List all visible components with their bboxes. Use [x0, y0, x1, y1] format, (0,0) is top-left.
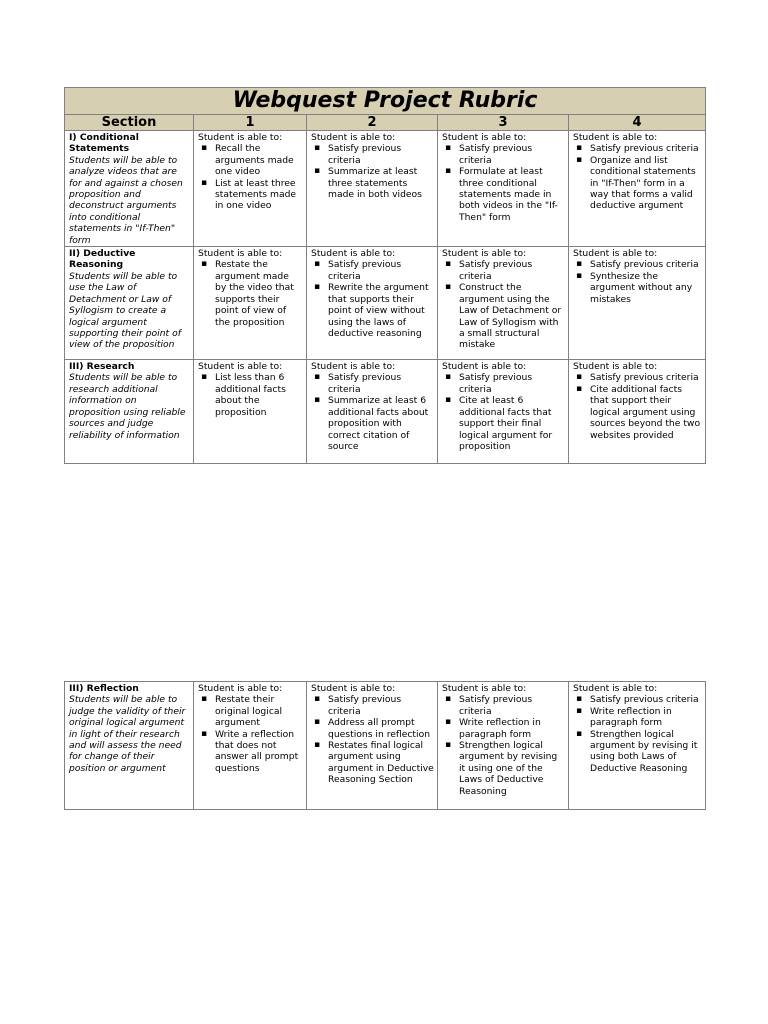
- header-row: [65, 115, 706, 131]
- criteria-item: ▪ Satisfy previous criteria: [590, 143, 702, 154]
- criteria-lead: Student is able to:: [442, 683, 527, 694]
- criteria-item: ▪ Synthesize the argument without any mistakes: [590, 271, 702, 305]
- criteria-cell-score-1: [194, 360, 307, 464]
- criteria-list: [311, 694, 434, 785]
- criteria-list: [573, 143, 702, 211]
- section-description: Students will be able to research additional information on proposition using reliable sources and judge reliability of information: [69, 372, 186, 441]
- criteria-list: [442, 259, 565, 350]
- criteria-list: [198, 694, 303, 774]
- section-cell: [65, 360, 194, 464]
- criteria-item: ▪ Satisfy previous criteria: [459, 259, 565, 282]
- criteria-item: ▪ Summarize at least 6 additional facts about proposition with correct citation of source: [328, 395, 434, 452]
- table-row: [65, 360, 706, 464]
- criteria-cell-score-1: [194, 131, 307, 247]
- criteria-lead: Student is able to:: [573, 361, 658, 373]
- section-cell: [65, 131, 194, 247]
- criteria-cell-score-4: [569, 360, 706, 464]
- criteria-item: ▪ Restate the argument made by the video that supports their point of view of the proposition: [215, 259, 303, 327]
- criteria-cell-score-3: [438, 360, 569, 464]
- header-score-1: 1: [194, 115, 307, 131]
- criteria-item: ▪ Write reflection in paragraph form: [459, 717, 565, 740]
- rubric-title: Webquest Project Rubric: [232, 88, 538, 113]
- criteria-item: ▪ Satisfy previous criteria: [459, 372, 565, 395]
- criteria-list: [198, 143, 303, 211]
- criteria-lead: Student is able to:: [198, 683, 283, 694]
- criteria-lead: Student is able to:: [573, 248, 658, 260]
- criteria-item: ▪ Restate their original logical argument: [215, 694, 303, 728]
- criteria-lead: Student is able to:: [442, 361, 527, 373]
- criteria-item: ▪ Recall the arguments made one video: [215, 143, 303, 177]
- criteria-cell-score-4: [569, 247, 706, 360]
- header-score-4: 4: [569, 115, 706, 131]
- criteria-cell-score-1: [194, 247, 307, 360]
- criteria-lead: Student is able to:: [442, 248, 527, 260]
- header-score-2: 2: [307, 115, 438, 131]
- criteria-item: ▪ Strengthen logical argument by revising it using both Laws of Deductive Reasoning: [590, 729, 702, 775]
- criteria-item: ▪ Address all prompt questions in reflection: [328, 717, 434, 740]
- criteria-list: [573, 372, 702, 440]
- criteria-list: [198, 259, 303, 327]
- criteria-item: ▪ Formulate at least three conditional statements made in both videos in the "If-Then" form: [459, 166, 565, 223]
- title-cell: [65, 88, 706, 115]
- rubric-table: [64, 87, 706, 464]
- criteria-lead: Student is able to:: [198, 248, 283, 260]
- criteria-list: [573, 694, 702, 774]
- criteria-list: [198, 372, 303, 418]
- criteria-lead: Student is able to:: [198, 132, 283, 143]
- criteria-item: ▪ Satisfy previous criteria: [328, 694, 434, 717]
- criteria-item: ▪ List less than 6 additional facts about the proposition: [215, 372, 303, 418]
- criteria-lead: Student is able to:: [573, 132, 658, 143]
- criteria-item: ▪ Satisfy previous criteria: [459, 143, 565, 166]
- criteria-lead: Student is able to:: [311, 683, 396, 694]
- criteria-item: ▪ Satisfy previous criteria: [590, 372, 702, 383]
- section-description: Students will be able to judge the validity of their original logical argument in light of their research and will assess the need for change of their position or argument: [69, 694, 186, 774]
- criteria-item: ▪ Satisfy previous criteria: [459, 694, 565, 717]
- criteria-cell-score-3: [438, 131, 569, 247]
- table-row: [65, 247, 706, 360]
- criteria-list: [311, 372, 434, 452]
- section-description: Students will be able to analyze videos that are for and against a chosen proposition and deconstruct arguments into conditional statements in "If-Then" form: [69, 154, 183, 246]
- criteria-item: ▪ Restates final logical argument using argument in Deductive Reasoning Section: [328, 740, 434, 786]
- criteria-item: ▪ Satisfy previous criteria: [590, 259, 702, 270]
- criteria-item: ▪ Cite additional facts that support their logical argument using sources beyond the two websites provided: [590, 384, 702, 441]
- criteria-cell-score-2: [307, 360, 438, 464]
- criteria-lead: Student is able to:: [573, 683, 658, 694]
- criteria-item: ▪ Construct the argument using the Law of Detachment or Law of Syllogism with a small structural mistake: [459, 282, 565, 350]
- criteria-cell-score-4: [569, 131, 706, 247]
- criteria-lead: Student is able to:: [311, 248, 396, 260]
- criteria-item: ▪ Satisfy previous criteria: [328, 143, 434, 166]
- criteria-list: [311, 143, 434, 200]
- criteria-item: ▪ Organize and list conditional statements in "If-Then" form in a way that forms a valid deductive argument: [590, 155, 702, 212]
- section-title: I) Conditional Statements: [69, 132, 139, 155]
- criteria-item: ▪ Strengthen logical argument by revising it using one of the Laws of Deductive Reasoning: [459, 740, 565, 797]
- header-section: Section: [65, 115, 194, 131]
- section-description: Students will be able to use the Law of Detachment or Law of Syllogism to create a logical argument supporting their point of view of the proposition: [69, 270, 181, 351]
- header-score-3: 3: [438, 115, 569, 131]
- criteria-item: ▪ Satisfy previous criteria: [590, 694, 702, 705]
- section-cell: [65, 682, 194, 810]
- criteria-list: [311, 259, 434, 339]
- criteria-cell-score-4: [569, 682, 706, 810]
- criteria-item: ▪ Write a reflection that does not answer all prompt questions: [215, 729, 303, 775]
- criteria-lead: Student is able to:: [311, 132, 396, 143]
- criteria-item: ▪ List at least three statements made in one video: [215, 178, 303, 212]
- criteria-list: [573, 259, 702, 305]
- section-title: III) Reflection: [69, 683, 139, 694]
- criteria-item: ▪ Rewrite the argument that supports their point of view without using the laws of deductive reasoning: [328, 282, 434, 339]
- criteria-item: ▪ Write reflection in paragraph form: [590, 706, 702, 729]
- criteria-list: [442, 694, 565, 797]
- criteria-cell-score-2: [307, 682, 438, 810]
- table-row: [65, 682, 706, 810]
- section-title: III) Research: [69, 361, 135, 373]
- criteria-lead: Student is able to:: [198, 361, 283, 373]
- rubric-table-continued: [64, 681, 706, 810]
- criteria-item: ▪ Satisfy previous criteria: [328, 372, 434, 395]
- criteria-cell-score-2: [307, 131, 438, 247]
- criteria-item: ▪ Summarize at least three statements made in both videos: [328, 166, 434, 200]
- table-row: [65, 131, 706, 247]
- section-cell: [65, 247, 194, 360]
- criteria-list: [442, 372, 565, 452]
- criteria-item: ▪ Cite at least 6 additional facts that support their final logical argument for proposition: [459, 395, 565, 452]
- criteria-cell-score-3: [438, 247, 569, 360]
- criteria-list: [442, 143, 565, 223]
- criteria-cell-score-1: [194, 682, 307, 810]
- criteria-item: ▪ Satisfy previous criteria: [328, 259, 434, 282]
- criteria-cell-score-3: [438, 682, 569, 810]
- section-title: II) Deductive Reasoning: [69, 248, 136, 271]
- criteria-lead: Student is able to:: [442, 132, 527, 143]
- criteria-lead: Student is able to:: [311, 361, 396, 373]
- criteria-cell-score-2: [307, 247, 438, 360]
